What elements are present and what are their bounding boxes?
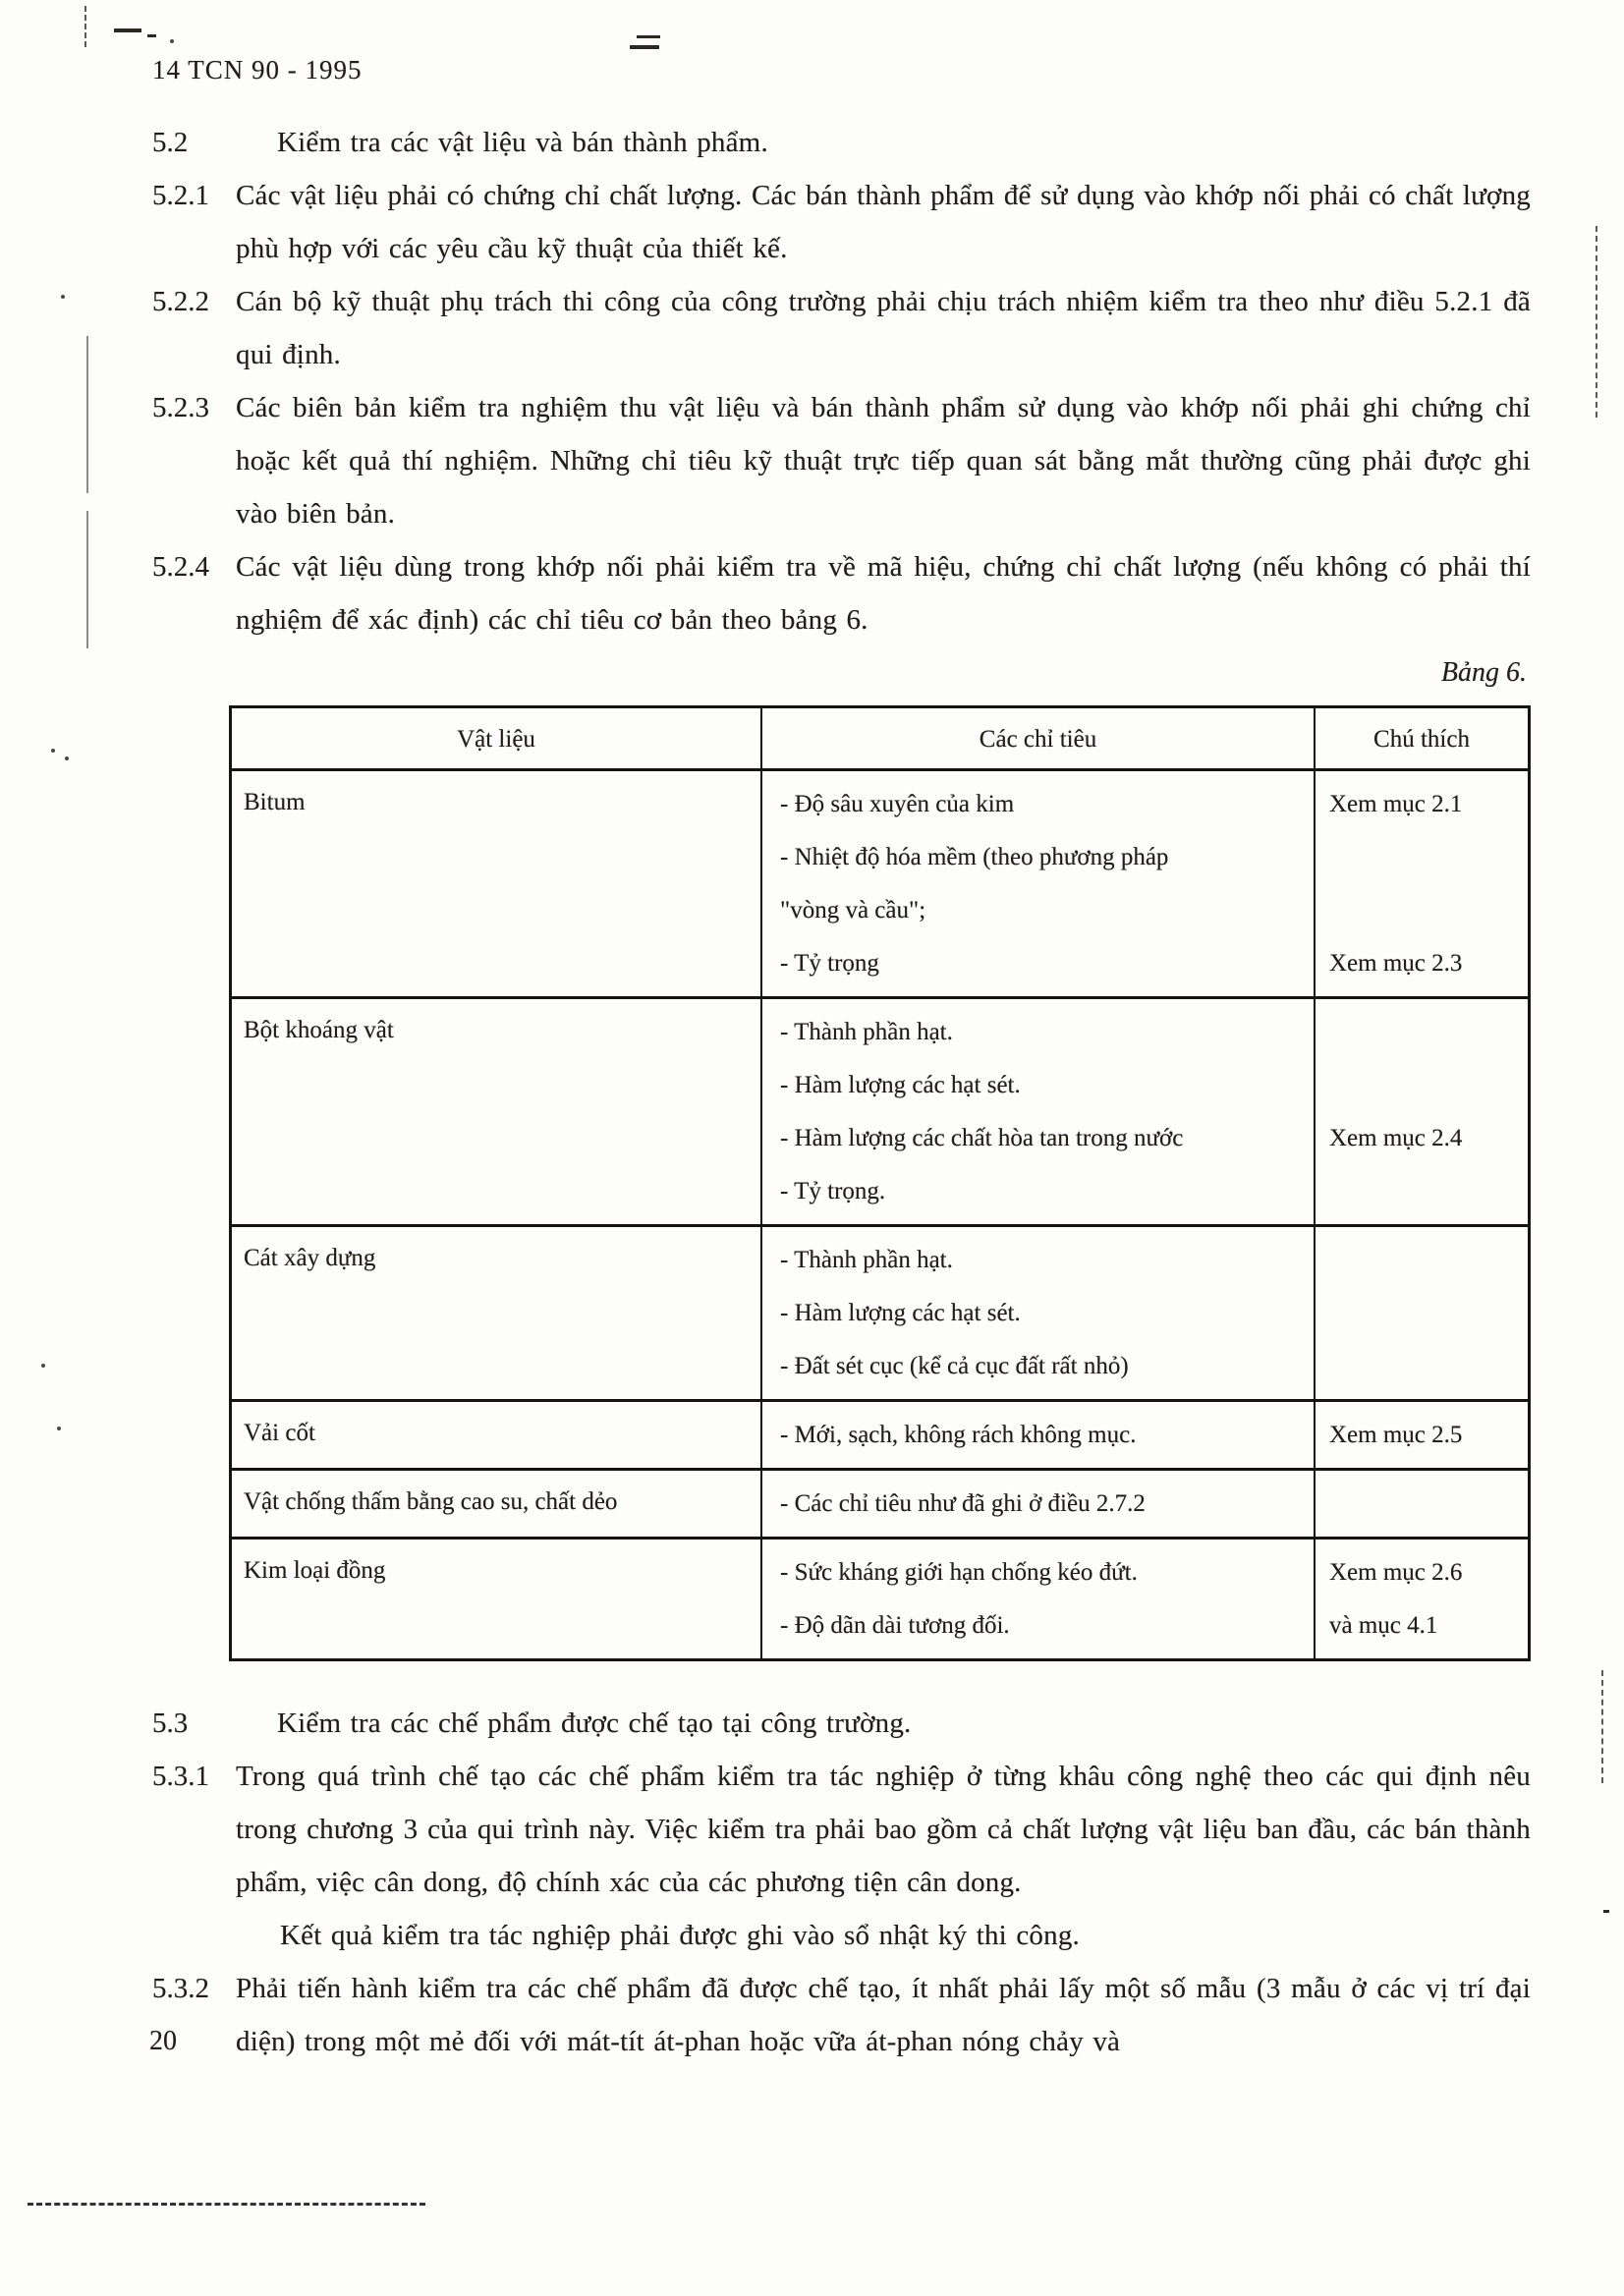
- note-line: [1316, 999, 1528, 1059]
- scan-artifact: [1601, 1670, 1603, 1783]
- material-cell: Cát xây dựng: [232, 1227, 762, 1399]
- section-text: Trong quá trình chế tạo các chế phẩm kiểm tra tác nghiệp ở từng khâu công nghệ theo các qui định nêu trong chương 3 của qui trình này. Việc kiểm tra phải bao gồm cả chất lượng vật liệu ban đầu, các bán thành phẩm, việc cân dong, độ chính xác của các phương tiện cân dong.: [236, 1761, 1531, 1898]
- section-list: [152, 116, 1531, 646]
- note-line: Xem mục 2.6: [1329, 1559, 1463, 1586]
- criteria-line: - Các chỉ tiêu như đã ghi ở điều 2.7.2: [762, 1471, 1316, 1537]
- criteria-line: - Hàm lượng các chất hòa tan trong nước: [762, 1112, 1316, 1165]
- section-text: Phải tiến hành kiểm tra các chế phẩm đã được chế tạo, ít nhất phải lấy một số mẫu (3 mẫu ở các vị trí đại diện) trong một mẻ đối với mát-tít át-phan hoặc vữa át-phan nóng chảy và: [236, 1973, 1531, 2057]
- section-text: Kiểm tra các vật liệu và bán thành phẩm.: [277, 127, 768, 158]
- criteria-line: - Sức kháng giới hạn chống kéo đứt.: [762, 1540, 1316, 1599]
- section-text: Các biên bản kiểm tra nghiệm thu vật liệu và bán thành phẩm sử dụng vào khớp nối phải ghi chứng chỉ hoặc kết quả thí nghiệm. Những chỉ tiêu kỹ thuật trực tiếp quan sát bằng mắt thường cũng phải được ghi vào biên bản.: [236, 392, 1531, 530]
- section-item: [152, 1697, 1531, 1750]
- note-line: Xem mục 2.5: [1329, 1422, 1463, 1448]
- section-number: 5.2: [152, 127, 189, 158]
- scan-artifact: [84, 6, 86, 47]
- section-list: [152, 1697, 1531, 2068]
- table-row: [232, 1399, 1528, 1468]
- criteria-line: - Đất sét cục (kể cả cục đất rất nhỏ): [762, 1340, 1316, 1399]
- note-line: Xem mục 2.1: [1329, 791, 1463, 817]
- section-text: Kết quả kiểm tra tác nghiệp phải được ghi vào sổ nhật ký thi công.: [280, 1920, 1080, 1951]
- table-row: [232, 1224, 1528, 1399]
- criteria-line: - Tỷ trọng: [762, 937, 1316, 996]
- section-number: 5.2.3: [152, 392, 209, 423]
- scan-artifact: [86, 511, 88, 648]
- note-line: [1316, 884, 1528, 937]
- scan-artifact: [41, 1364, 45, 1368]
- section-number: 5.3.1: [152, 1761, 209, 1792]
- note-line: [1316, 1165, 1528, 1224]
- scan-artifact: [1603, 1910, 1609, 1913]
- scan-artifact: [65, 756, 69, 760]
- note-line: Xem mục 2.4: [1329, 1125, 1463, 1151]
- section-item: [152, 275, 1531, 381]
- scan-artifact: [51, 749, 55, 753]
- scan-artifact: [61, 295, 65, 299]
- section-number: 5.3.2: [152, 1973, 209, 2004]
- section-item: [152, 1962, 1531, 2068]
- note-line: và mục 4.1: [1329, 1612, 1438, 1639]
- section-number: 5.2.2: [152, 286, 209, 317]
- section-text: Các vật liệu phải có chứng chỉ chất lượng. Các bán thành phẩm để sử dụng vào khớp nối phải có chất lượng phù hợp với các yêu cầu kỹ thuật của thiết kế.: [236, 180, 1531, 264]
- note-line: [1316, 1059, 1528, 1112]
- scan-artifact: [1596, 226, 1597, 418]
- criteria-line: - Tỷ trọng.: [762, 1165, 1316, 1224]
- section-text: Các vật liệu dùng trong khớp nối phải kiểm tra về mã hiệu, chứng chỉ chất lượng (nếu không có phải thí nghiệm để xác định) các chỉ tiêu cơ bản theo bảng 6.: [236, 551, 1531, 636]
- note-line: [1316, 1227, 1528, 1287]
- section-number: [152, 1909, 236, 1962]
- criteria-line: - Nhiệt độ hóa mềm (theo phương pháp: [762, 831, 1316, 884]
- section-item: [152, 116, 1531, 169]
- section-number: 5.3: [152, 1708, 189, 1739]
- table-caption: Bảng 6.: [1440, 657, 1527, 688]
- material-cell: Kim loại đồng: [232, 1540, 762, 1658]
- criteria-line: - Độ dãn dài tương đối.: [762, 1599, 1316, 1658]
- table-row: [232, 996, 1528, 1224]
- scan-artifact: [114, 28, 141, 32]
- note-line: [1316, 1340, 1528, 1399]
- section-item: [152, 1750, 1531, 1909]
- material-cell: Vải cốt: [232, 1402, 762, 1468]
- scan-artifact: [57, 1427, 61, 1430]
- section-item: [152, 169, 1531, 275]
- note-line: Xem mục 2.3: [1329, 950, 1463, 977]
- table-row: [232, 1468, 1528, 1537]
- criteria-line: - Hàm lượng các hạt sét.: [762, 1059, 1316, 1112]
- document-header: 14 TCN 90 - 1995: [152, 55, 363, 84]
- criteria-line: - Độ sâu xuyên của kim: [762, 771, 1316, 831]
- criteria-line: - Thành phần hạt.: [762, 1227, 1316, 1287]
- header-cell-notes: Chú thích: [1373, 726, 1470, 753]
- note-line: [1316, 1287, 1528, 1340]
- scan-artifact: [28, 2203, 425, 2206]
- section-item: [152, 540, 1531, 646]
- page-number: 20: [149, 2026, 177, 2056]
- table-row: [232, 1537, 1528, 1658]
- criteria-line: - Mới, sạch, không rách không mục.: [762, 1402, 1316, 1468]
- note-line: [1316, 831, 1528, 884]
- section-number: 5.2.4: [152, 551, 209, 583]
- material-cell: Bitum: [232, 771, 762, 996]
- section-item: [152, 381, 1531, 540]
- table-header-row: [232, 708, 1528, 768]
- section-text: Kiểm tra các chế phẩm được chế tạo tại công trường.: [277, 1708, 912, 1739]
- section-item: [152, 1909, 1531, 1962]
- header-cell-criteria: Các chỉ tiêu: [762, 708, 1316, 768]
- criteria-line: "vòng và cầu";: [762, 884, 1316, 937]
- section-text: Cán bộ kỹ thuật phụ trách thi công của công trường phải chịu trách nhiệm kiểm tra theo như điều 5.2.1 đã qui định.: [236, 286, 1531, 370]
- section-number: 5.2.1: [152, 180, 209, 211]
- material-cell: Bột khoáng vật: [232, 999, 762, 1224]
- header-cell-material: Vật liệu: [232, 708, 762, 768]
- scan-artifact: [86, 336, 88, 493]
- material-cell: Vật chống thấm bằng cao su, chất dẻo: [232, 1471, 762, 1537]
- criteria-line: - Thành phần hạt.: [762, 999, 1316, 1059]
- criteria-line: - Hàm lượng các hạt sét.: [762, 1287, 1316, 1340]
- note-line: [1316, 1471, 1528, 1537]
- table-row: [232, 768, 1528, 996]
- materials-table: [229, 705, 1531, 1661]
